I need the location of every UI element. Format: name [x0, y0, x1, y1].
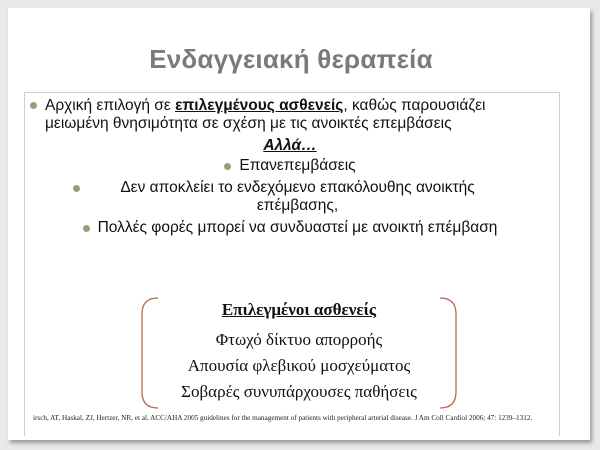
bullet-text: Επανεπεμβάσεις: [239, 157, 356, 174]
bullet-dot-icon: [83, 225, 90, 232]
slide-body: [30, 97, 550, 237]
bullet-dot-icon: [30, 102, 37, 109]
bullet-dot-icon: [73, 185, 80, 192]
but-heading: Αλλά…: [263, 137, 317, 154]
bullet-dot-icon: [224, 163, 231, 170]
selected-patients-heading: Επιλεγμένοι ασθενείς: [221, 300, 377, 319]
bullet-initial-choice: [30, 97, 550, 133]
bullet-reinterventions: [30, 157, 550, 175]
slide-title: Ενδαγγειακή θεραπεία: [149, 44, 433, 74]
bullet-text: Πολλές φορές μπορεί να συνδυαστεί με ανοικτή επέμβαση: [97, 219, 498, 236]
selected-patients-item: Φτωχό δίκτυο απορροής: [215, 330, 383, 349]
selected-patients-item: Σοβαρές συνυπάρχουσες παθήσεις: [181, 382, 417, 401]
bullet-emphasis: επιλεγμένους ασθενείς: [175, 97, 344, 114]
bullet-text: [45, 97, 550, 133]
selected-patients-item: Απουσία φλεβικού μοσχεύματος: [187, 356, 411, 375]
bullet-text: Δεν αποκλείει το ενδεχόμενο επακόλουθης ανοικτής επέμβασης,: [120, 179, 475, 214]
citation: irsch, AT, Haskal, ZJ, Hertzer, NR, et al. ACC/AHA 2005 guidelines for the management of patients with peripheral arterial disease. J Am Coll Cardiol 2006; 47: 1239–1312.: [33, 414, 533, 422]
bullet-open-surgery-possible: [30, 179, 550, 215]
bullet-text-end: , καθώς παρουσιάζει μειωμένη θνησιμότητα σε σχέση με τις ανοικτές επεμβάσεις: [45, 97, 486, 132]
selected-patients-panel: [136, 296, 462, 410]
bullet-text-start: Αρχική επιλογή σε: [45, 97, 176, 114]
bullet-combined-surgery: [30, 219, 550, 237]
